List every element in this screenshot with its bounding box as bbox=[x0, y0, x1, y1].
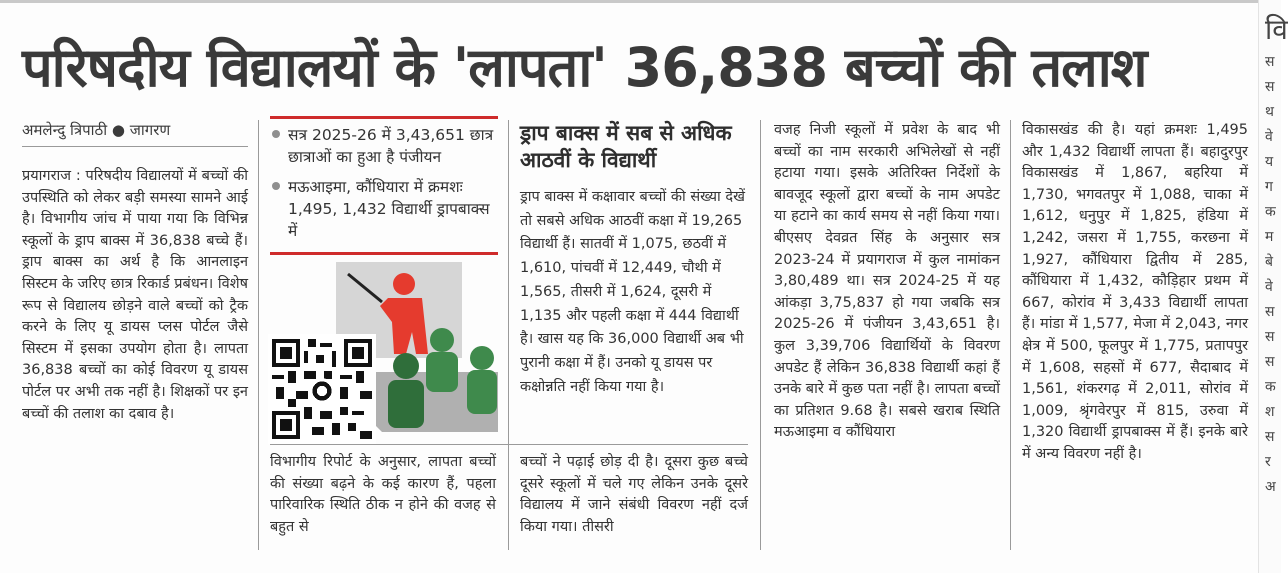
column-4-text: वजह निजी स्कूलों में प्रवेश के बाद भी बच्चों का नाम सरकारी अभिलेखों से नहीं हटाया गया। इसके अतिरिक्त निर्देशों के बावजूद स्कूलों द्वारा बच्चों के नाम अपडेट या हटाने का कार्य समय से नहीं किया गया। बीएसए देवव्रत सिंह के अनुसार सत्र 2023-24 में प्रयागराज में कुल नामांकन 3,80,489 था। सत्र 2024-25 में यह आंकड़ा 3,75,837 हो गया जबकि सत्र 2025-26 में पंजीयन 3,43,651 है। कुल 3,39,706 विद्यार्थियों के विवरण अपडेट हैं लेकिन 36,838 विद्यार्थी कहां हैं उनके बारे में कुछ पता नहीं है। लापता बच्चों का प्रतिशत 9.68 है। सबसे खराब स्थिति मऊआइमा व कौंधियारा bbox=[774, 122, 1000, 441]
teacher-head-icon bbox=[393, 273, 415, 295]
article-column-3 bbox=[520, 452, 748, 538]
highlight-item bbox=[270, 124, 498, 168]
strip-char: ग bbox=[1265, 179, 1273, 195]
headline: परिषदीय विद्यालयों के 'लापता' 36,838 बच्चों की तलाश bbox=[22, 36, 1147, 99]
highlight-box-bottom-rule bbox=[270, 252, 498, 255]
strip-char: अ bbox=[1265, 479, 1276, 495]
article-column-5 bbox=[1022, 120, 1248, 466]
strip-char: य bbox=[1265, 154, 1274, 170]
column-3-text: बच्चों ने पढ़ाई छोड़ दी है। दूसरा कुछ बच्चे दूसरे स्कूलों में चले गए लेकिन उनके दूसरे विद्यालय में जाने संबंधी विवरण नहीं दर्ज किया गया। तीसरी bbox=[520, 454, 748, 535]
highlight-box bbox=[270, 124, 498, 250]
highlight-box-top-rule bbox=[270, 116, 498, 119]
article-column-2 bbox=[270, 452, 496, 538]
student-body-icon bbox=[426, 352, 458, 392]
top-border bbox=[0, 0, 1280, 3]
adjacent-article-strip bbox=[1258, 0, 1288, 573]
strip-char: र bbox=[1265, 454, 1271, 470]
student-body-icon bbox=[467, 370, 497, 414]
bullet-icon bbox=[272, 130, 280, 138]
strip-char: स bbox=[1265, 304, 1275, 320]
column-divider bbox=[508, 120, 509, 550]
strip-char: थ bbox=[1265, 104, 1274, 120]
highlight-text: सत्र 2025-26 में 3,43,651 छात्र छात्राओं का हुआ है पंजीयन bbox=[288, 126, 494, 166]
strip-char: स bbox=[1265, 79, 1275, 95]
strip-char: वि bbox=[1265, 13, 1288, 46]
strip-char: वे bbox=[1265, 279, 1273, 295]
byline-divider bbox=[22, 146, 248, 147]
column-5-text: विकासखंड की है। यहां क्रमशः 1,495 और 1,432 विद्यार्थी लापता हैं। बहादुरपुर विकासखंड में 1,867, बहरिया में 1,730, भगवतपुर में 1,088, चाका में 1,612, धनुपुर में 1,825, हंडिया में 1,242, जसरा में 1,755, करछना में 1,927, कौंधियारा द्वितीय में 285, कौंधियारा में 1,432, कौड़िहार प्रथम में 667, कोरांव में 3,433 विद्यार्थी लापता हैं। मांडा में 1,577, मेजा में 2,043, नगर क्षेत्र में 500, फूलपुर में 1,775, प्रतापपुर में 1,608, सहसों में 677, सैदाबाद में 1,561, शंकरगढ़ में 2,011, सोरांव में 1,009, श्रृंगवेरपुर में 815, उरुवा में 1,320 विद्यार्थी ड्रापबाक्स में हैं। इनके बारे में अन्य विवरण नहीं है। bbox=[1022, 122, 1248, 462]
strip-char: श bbox=[1265, 404, 1275, 420]
strip-char: क bbox=[1265, 204, 1276, 220]
strip-char: बे bbox=[1265, 254, 1273, 270]
subheading: ड्राप बाक्स में सब से अधिक आठवीं के विद्यार्थी bbox=[520, 121, 732, 172]
article-column-1 bbox=[22, 166, 248, 425]
column-2-text: विभागीय रिपोर्ट के अनुसार, लापता बच्चों की संख्या बढ़ने के कई कारण हैं, पहला पारिवारिक स्थिति ठीक न होने की वजह से बहुत से bbox=[270, 454, 496, 535]
article-column-4 bbox=[774, 120, 1000, 444]
subheading-body: ड्राप बाक्स में कक्षावार बच्चों की संख्या देखें तो सबसे अधिक आठवीं कक्षा में 19,265 विद्यार्थी हैं। सातवीं में 1,075, छठवीं में 1,610, पांचवीं में 12,449, चौथी में 1,565, तीसरी में 1,624, दूसरी में 1,135 और पहली कक्षा में 444 विद्यार्थी है। खास यह कि 36,000 विद्यार्थी अब भी पुरानी कक्षा में हैं। उनको यू डायस पर कक्षोन्नति नहीं किया गया है। bbox=[520, 189, 745, 395]
column-divider bbox=[760, 120, 761, 550]
column-divider bbox=[258, 120, 259, 550]
highlight-text: मऊआइमा, कौंधियारा में क्रमशः 1,495, 1,432 विद्यार्थी ड्रापबाक्स में bbox=[288, 178, 490, 240]
strip-char: स bbox=[1265, 354, 1275, 370]
bullet-icon bbox=[272, 182, 280, 190]
student-head-icon bbox=[430, 328, 454, 352]
highlight-item bbox=[270, 176, 498, 242]
column-1-text: प्रयागराज : परिषदीय विद्यालयों में बच्चों की उपस्थिति को लेकर बड़ी समस्या सामने आई है। विभागीय जांच में पाया गया कि विभिन्न स्कूलों के ड्राप बाक्स में 36,838 बच्चे हैं। ड्राप बाक्स का अर्थ है कि आनलाइन सिस्टम के जरिए छात्र रिकार्ड प्रबंधन। विशेष रूप से विद्यालय छोड़ने वाले बच्चों को ट्रैक करने के लिए यू डायस प्लस पोर्टल जैसे सिस्टम में इसका उपयोग होता है। लापता 36,838 बच्चों का कोई विवरण यू डायस पोर्टल पर अभी तक नहीं है। शिक्षकों पर इन बच्चों की तलाश का दबाव है। bbox=[22, 168, 248, 422]
student-body-icon bbox=[388, 380, 424, 428]
strip-char: स bbox=[1265, 54, 1275, 70]
byline: अमलेन्दु त्रिपाठी ● जागरण bbox=[22, 121, 171, 139]
strip-char: क bbox=[1265, 379, 1276, 395]
student-head-icon bbox=[470, 346, 494, 370]
strip-char: वे bbox=[1265, 129, 1273, 145]
column-divider bbox=[1010, 120, 1011, 550]
student-head-icon bbox=[393, 353, 419, 379]
strip-char: स bbox=[1265, 329, 1275, 345]
qr-code-icon bbox=[268, 334, 376, 444]
section-divider bbox=[270, 444, 748, 445]
strip-char: स bbox=[1265, 429, 1275, 445]
strip-char: म bbox=[1265, 229, 1274, 245]
